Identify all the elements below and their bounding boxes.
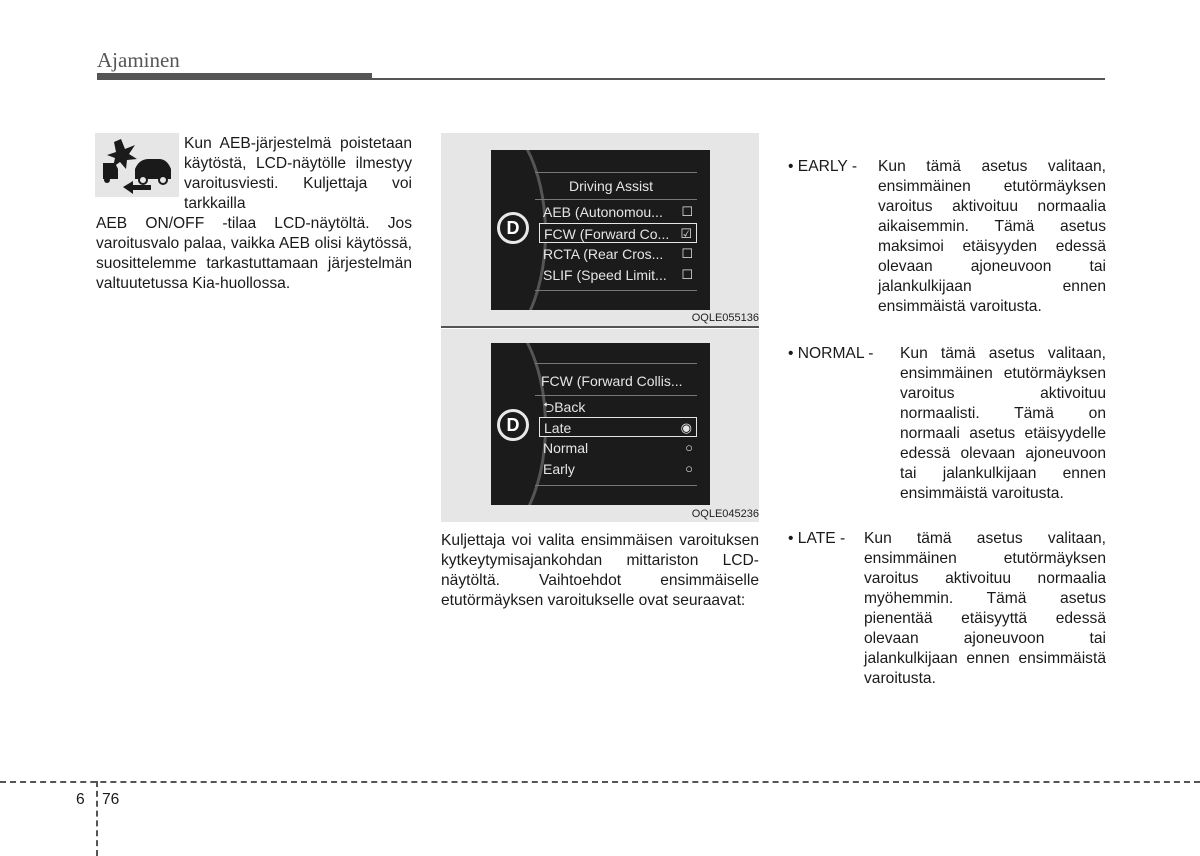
drive-mode-indicator: D [497, 409, 529, 441]
back-menu-item[interactable]: ⮌Back [543, 399, 586, 415]
figure-caption: OQLE055136 [691, 312, 759, 324]
menu-item-aeb[interactable]: AEB (Autonomou... ☐ [543, 204, 693, 220]
figure-separator [441, 326, 759, 328]
lcd-divider [535, 172, 697, 173]
radio-icon: ○ [685, 440, 693, 455]
section-title: Ajaminen [97, 48, 180, 72]
bullet-text: Kun tämä asetus valitaan, ensimmäinen etutörmäyksen varoitus aktivoituu normaalia myöhemmin. Tämä asetus pienentää etäisyyttä edessä olevaan ajoneuvoon tai jalankulkijaan ennen ensimmäistä varoitusta. [864, 530, 1106, 687]
menu-item-normal[interactable]: Normal ○ [543, 440, 693, 456]
footer-rule [0, 781, 1200, 783]
figure-caption: OQLE045236 [691, 508, 759, 520]
aeb-off-paragraph-start: Kun AEB-järjestelmä poistetaan käytöstä, LCD-näytölle ilmestyy varoitusviesti. Kuljettaja voi tarkkailla [184, 135, 412, 212]
lcd-screen-title: Driving Assist [569, 178, 654, 194]
menu-item-rcta[interactable]: RCTA (Rear Cros... ☐ [543, 246, 693, 262]
timing-intro-paragraph: Kuljettaja voi valita ensimmäisen varoituksen kytkeytymisajankohdan mittariston LCD-näytöltä. Vaihtoehdot ensimmäiselle etutörmäyksen varoitukselle ovat seuraavat: [441, 532, 759, 609]
aeb-off-paragraph-continued: AEB ON/OFF -tilaa LCD-näytöltä. Jos varoitusvalo palaa, vaikka AEB olisi käytössä, suosittelemme tarkastuttamaan järjestelmän valtuutetussa Kia-huollossa. [96, 215, 412, 292]
menu-item-late[interactable]: Late ◉ [539, 417, 697, 437]
footer-vertical-rule [96, 781, 98, 856]
bullet-lead: • NORMAL - [788, 345, 874, 362]
radio-selected-icon: ◉ [680, 420, 692, 435]
lcd-divider [535, 395, 697, 396]
checkbox-checked-icon: ☑ [680, 226, 692, 241]
menu-item-slif[interactable]: SLIF (Speed Limit... ☐ [543, 267, 693, 283]
bullet-text: Kun tämä asetus valitaan, ensimmäinen etutörmäyksen varoitus aktivoituu normaalia aikaisemmin. Tämä asetus maksimoi etäisyyden edessä olevaan ajoneuvoon tai jalankulkijaan ennen ensimmäistä varoitusta. [878, 158, 1106, 315]
menu-item-early[interactable]: Early ○ [543, 461, 693, 477]
driving-assist-lcd-figure [441, 133, 759, 326]
lcd-screen [491, 343, 710, 505]
checkbox-icon: ☐ [681, 267, 693, 282]
chapter-number: 6 [76, 791, 85, 808]
bullet-lead: • EARLY - [788, 158, 858, 175]
fcw-timing-lcd-figure [441, 329, 759, 522]
bullet-lead: • LATE - [788, 530, 846, 547]
radio-icon: ○ [685, 461, 693, 476]
lcd-divider [535, 199, 697, 200]
lcd-divider [535, 485, 697, 486]
checkbox-icon: ☐ [681, 246, 693, 261]
header-rule-accent [97, 73, 372, 80]
bullet-text: Kun tämä asetus valitaan, ensimmäinen etutörmäyksen varoitus aktivoituu normaalisti. Tämä on normaali asetus etäisyydelle edessä olevaan ajoneuvoon tai jalankulkijaan ennen ensimmäistä varoitusta. [900, 345, 1106, 502]
drive-mode-indicator: D [497, 212, 529, 244]
lcd-screen [491, 150, 710, 310]
aeb-warning-icon [95, 133, 179, 197]
lcd-screen-title: FCW (Forward Collis... [541, 373, 683, 389]
lcd-divider [535, 363, 697, 364]
menu-item-fcw[interactable]: FCW (Forward Co... ☑ [539, 223, 697, 243]
checkbox-icon: ☐ [681, 204, 693, 219]
lcd-divider [535, 290, 697, 291]
page-number: 76 [102, 791, 120, 808]
